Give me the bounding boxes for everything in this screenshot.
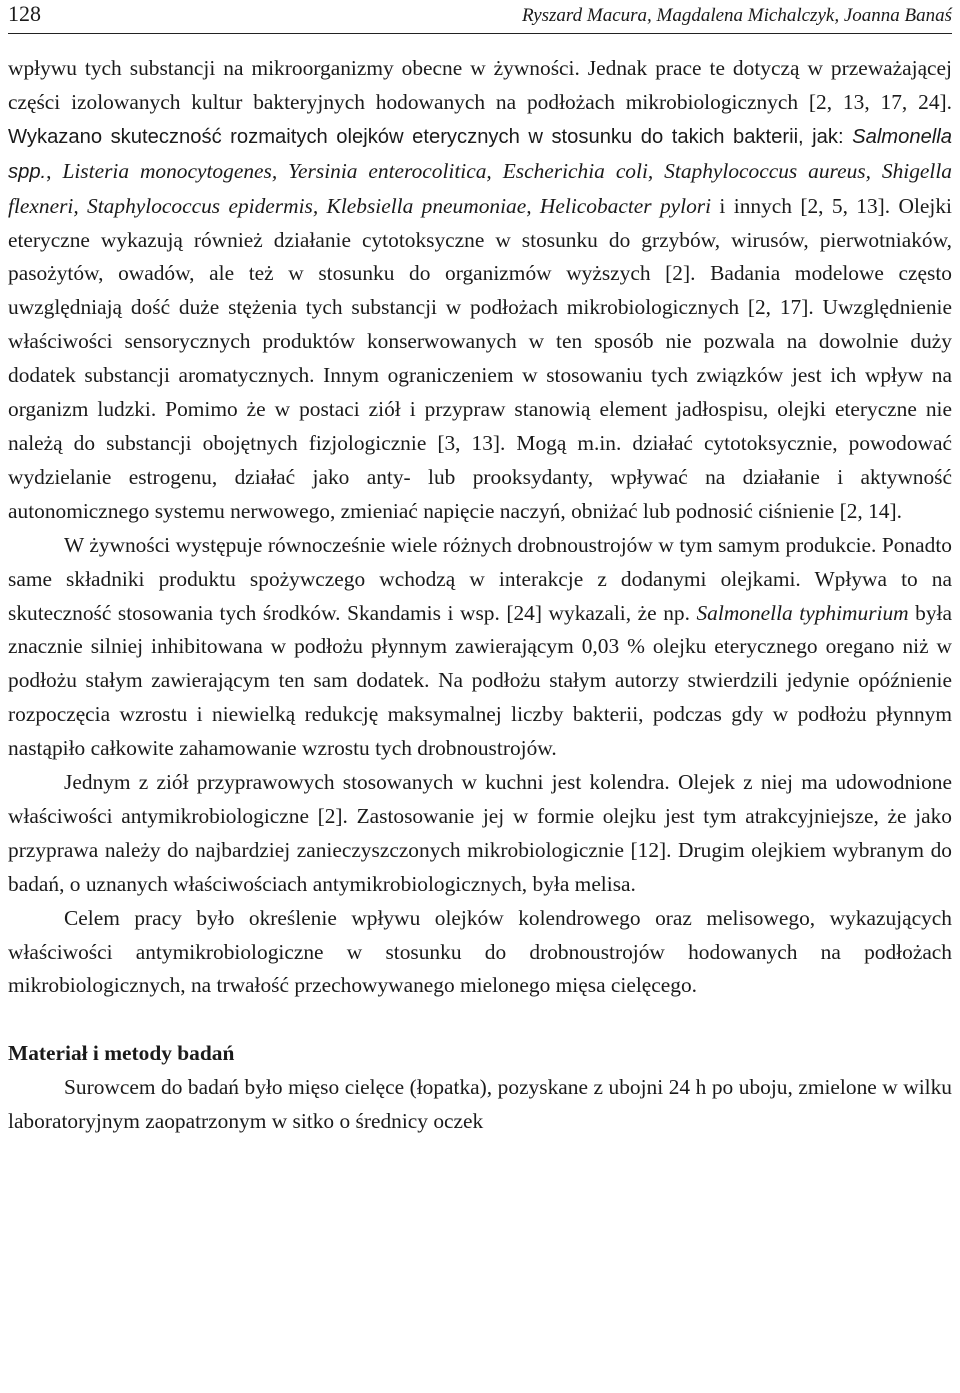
- paragraph-1-text-c: ,: [46, 158, 63, 183]
- paragraph-1: [8, 52, 952, 529]
- paragraph-2-text-a: W żywności występuje równocześnie wiele różnych drobnoustrojów w tym samym produkcie. Ponadto same składniki produktu spożywczego wchodzą w interakcje z dodanymi olejkami. Wpływa to na skuteczność stosowania tych środków. Skandamis i wsp. [24] wykazali, że np.: [8, 532, 952, 625]
- running-head-authors: Ryszard Macura, Magdalena Michalczyk, Joanna Banaś: [521, 5, 952, 26]
- page-number: 128: [8, 1, 41, 26]
- page-header: [8, 0, 952, 34]
- paragraph-3: Jednym z ziół przyprawowych stosowanych w kuchni jest kolendra. Olejek z niej ma udowodnione właściwości antymikrobiologiczne [2]. Zastosowanie jej w formie olejku jest tym atrakcyjniejsze, że jako przyprawa należy do najbardziej zanieczyszczonych mikrobiologicznie [12]. Drugim olejkiem wybranym do badań, o uznanych właściwościach antymikrobiologicznych, była melisa.: [8, 770, 952, 896]
- species-name: Salmonella spp.: [8, 125, 952, 183]
- page-body: [8, 52, 952, 1139]
- paragraph-2: [8, 529, 952, 766]
- paragraph-2-text-b: była znacznie silniej inhibitowana w podłożu płynnym zawierającym 0,03 % olejku eterycznego oregano niż w podłożu stałym zawierającym ten sam dodatek. Na podłożu stałym autorzy stwierdzili jedynie opóźnienie rozpoczęcia wzrostu i niewielką redukcję maksymalnej liczby bakterii, podczas gdy w podłożu płynnym nastąpiło całkowite zahamowanie wzrostu tych drobnoustrojów.: [8, 600, 952, 761]
- paragraph-4: Celem pracy było określenie wpływu olejków kolendrowego oraz melisowego, wykazujących właściwości antymikrobiologiczne w stosunku do drobnoustrojów hodowanych na podłożach mikrobiologicznych, na trwałość przechowywanego mielonego mięsa cielęcego.: [8, 905, 952, 998]
- paragraph-1-text-d: i innych [2, 5, 13]. Olejki eteryczne wykazują również działanie cytotoksyczne w stosunku do grzybów, wirusów, pierwotniaków, pasożytów, owadów, ale też w stosunku do organizmów wyższych [2]. Badania modelowe często uwzględniają dość duże stężenia tych substancji w podłożach mikrobiologicznych [2, 17]. Uwzględnienie właściwości sensorycznych produktów konserwowanych w ten sposób nie pozwala na dowolnie duży dodatek substancji aromatycznych. Innym ograniczeniem w stosowaniu tych związków jest ich wpływ na organizm ludzki. Pomimo że w postaci ziół i przypraw stanowią element jadłospisu, olejki eteryczne nie należą do substancji obojętnych fizjologicznie [3, 13]. Mogą m.in. działać cytotoksycznie, powodować wydzielanie estrogenu, działać jako anty- lub prooksydanty, wpływać na działanie i aktywność autonomicznego systemu nerwowego, zmieniać napięcie naczyń, obniżać lub podnosić ciśnienie [2, 14].: [8, 193, 952, 523]
- species-list: Listeria monocytogenes, Yersinia enterocolitica, Escherichia coli, Staphylococcus aureus, Shigella flexneri, Staphylococcus epidermis, Klebsiella pneumoniae, Helicobacter pylori: [8, 158, 952, 218]
- paragraph-1-text-b: Wykazano skuteczność rozmaitych olejków eterycznych w stosunku do takich bakterii, jak:: [8, 125, 853, 148]
- paragraph-1-text-a: wpływu tych substancji na mikroorganizmy obecne w żywności. Jednak prace te dotyczą w przeważającej części izolowanych kultur bakteryjnych hodowanych na podłożach mikrobiologicznych [2, 13, 17, 24].: [8, 56, 952, 114]
- section-heading: Materiał i metody badań: [8, 1041, 235, 1066]
- paragraph-5: Surowcem do badań było mięso cielęce (łopatka), pozyskane z ubojni 24 h po uboju, zmielone w wilku laboratoryjnym zaopatrzonym w sitko o średnicy oczek: [8, 1075, 952, 1134]
- species-name: Salmonella typhimurium: [696, 600, 909, 625]
